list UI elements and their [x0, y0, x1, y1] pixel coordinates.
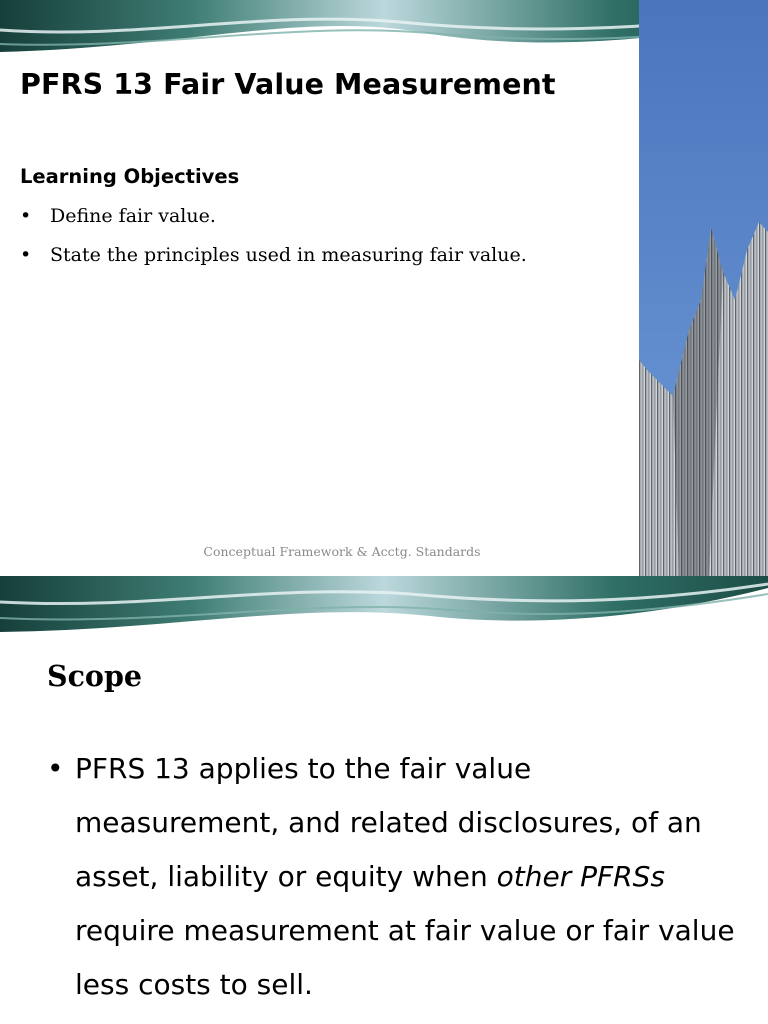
wave-banner-graphic — [0, 576, 768, 636]
objectives-list — [20, 203, 527, 281]
scope-text-emphasis: other PFRSs — [496, 860, 665, 893]
bullet-dot: • — [47, 752, 64, 785]
list-item — [47, 742, 735, 1012]
learning-objectives-heading: Learning Objectives — [20, 165, 240, 188]
slide-title: PFRS 13 Fair Value Measurement — [20, 68, 556, 101]
slide-scope — [0, 576, 768, 1024]
bullet-dot: • — [20, 205, 32, 227]
list-item — [20, 203, 527, 242]
scope-text-part1: PFRS 13 applies to the fair value measurement, and related disclosures, of an asset, liability or equity when — [75, 752, 702, 893]
scope-list — [47, 742, 735, 1012]
objective-text: State the principles used in measuring fair value. — [50, 244, 527, 266]
skyscraper-photo — [639, 0, 768, 576]
list-item — [20, 242, 527, 281]
scope-text-part2: require measurement at fair value or fair value less costs to sell. — [75, 914, 735, 1001]
slide-footer: Conceptual Framework & Acctg. Standards — [203, 544, 481, 559]
scope-title: Scope — [47, 659, 143, 693]
objective-text: Define fair value. — [50, 205, 216, 227]
bullet-dot: • — [20, 244, 32, 266]
